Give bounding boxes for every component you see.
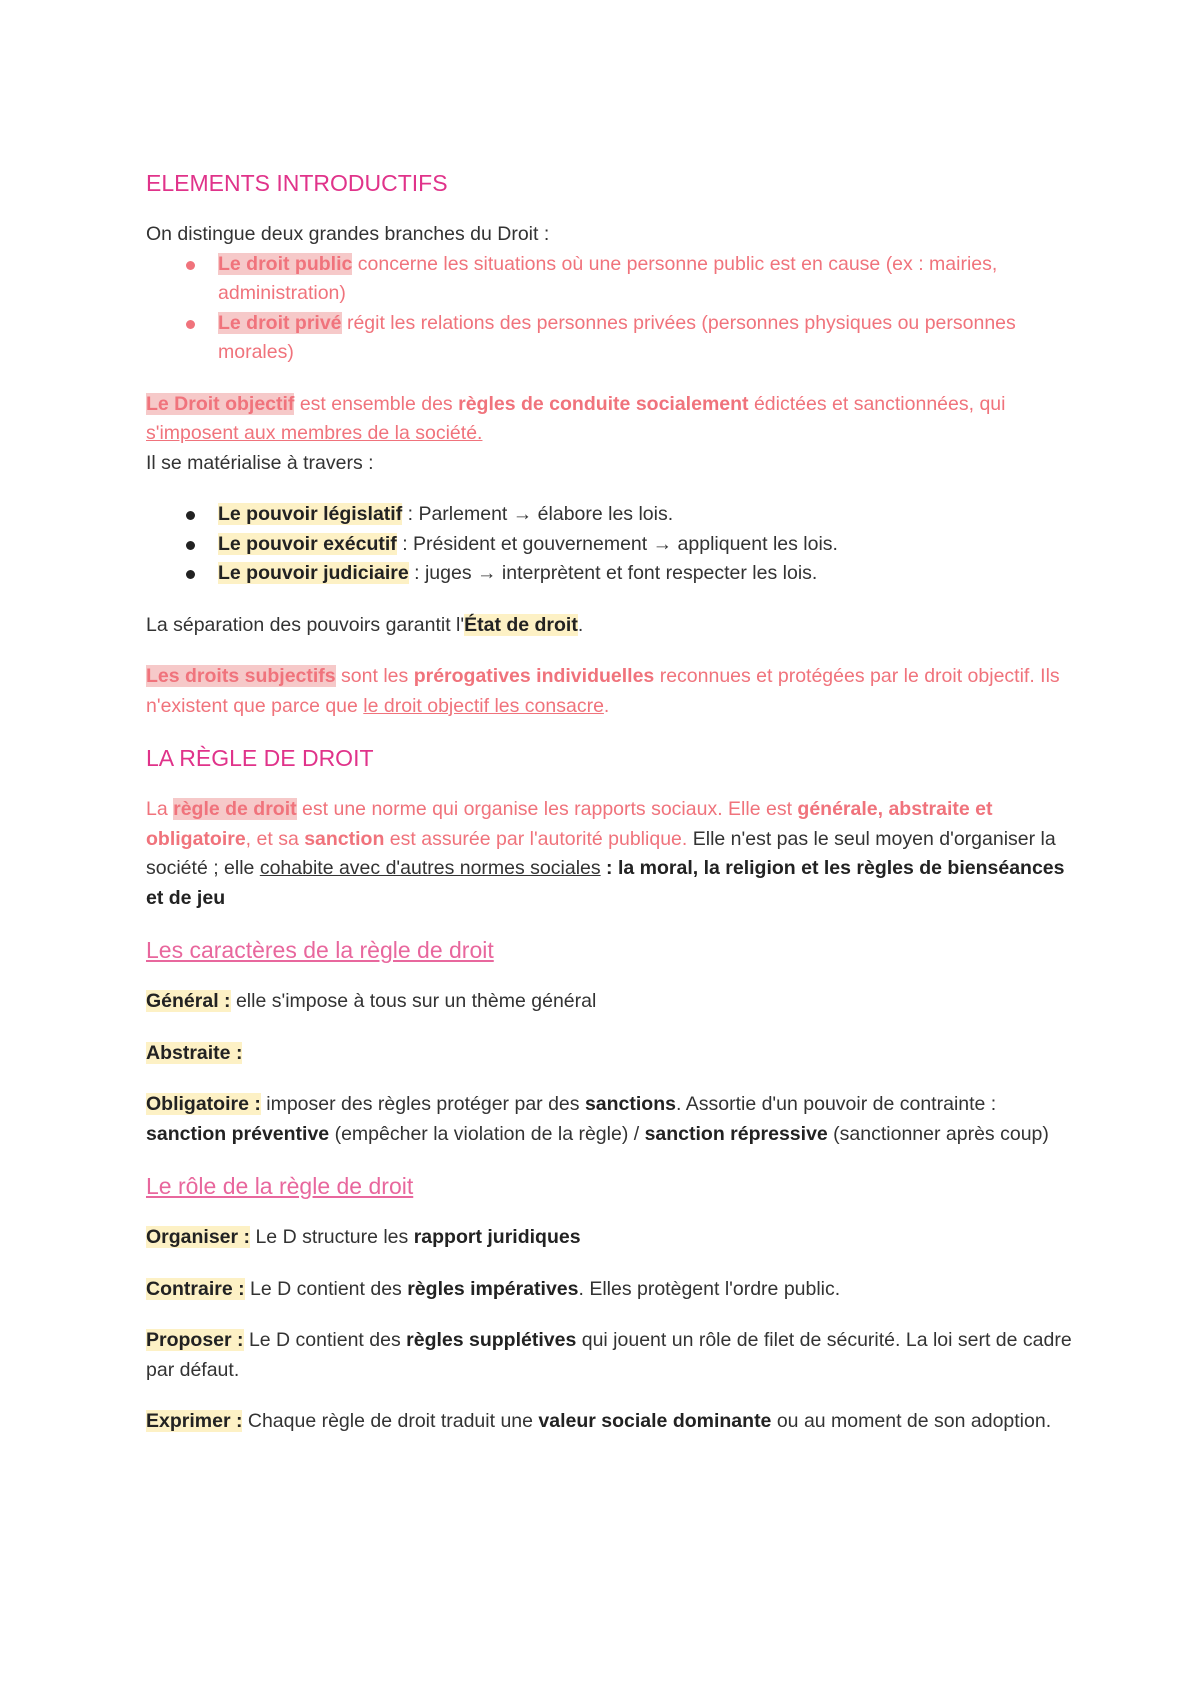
caractere-general: [146, 987, 1076, 1017]
text: imposer des règles protéger par des: [260, 1093, 585, 1115]
text: Elle n'est pas le seul moyen d'organiser la société ; elle: [146, 827, 1056, 879]
text: sont les: [335, 665, 414, 687]
text: La séparation des pouvoirs garantit l': [146, 613, 465, 636]
role-organiser: [146, 1223, 1076, 1253]
bold-text: rapport juridiques: [413, 1226, 581, 1248]
term-highlight: règle de droit: [173, 798, 297, 820]
underlined-text: le droit objectif les consacre: [363, 694, 604, 717]
term-highlight: État de droit: [464, 613, 578, 636]
materialise-text: Il se matérialise à travers :: [146, 451, 374, 474]
bold-text: règles de conduite socialement: [458, 392, 749, 415]
bold-text: : la moral, la religion et les règles de bienséances et de jeu: [146, 857, 1065, 909]
text: . Elles protègent l'ordre public.: [578, 1277, 841, 1300]
item-text: : juges → interprètent et font respecter les lois.: [408, 562, 818, 584]
bold-text: règles impératives: [407, 1277, 579, 1300]
subtitle-caracteres: Les caractères de la règle de droit: [146, 937, 494, 963]
bold-text: générale, abstraite et obligatoire: [146, 798, 993, 850]
text: (sanctionner après coup): [827, 1122, 1049, 1145]
text: édictées et sanctionnées, qui: [748, 392, 1006, 415]
term-highlight: Obligatoire :: [146, 1093, 261, 1115]
term-highlight: Exprimer :: [146, 1410, 243, 1432]
bold-text: sanction préventive: [146, 1122, 330, 1145]
text: .: [577, 613, 584, 636]
bold-text: sanction: [304, 827, 385, 850]
role-contraire: [146, 1275, 1076, 1305]
term-highlight: Abstraite :: [146, 1041, 243, 1064]
text: .: [603, 694, 610, 717]
text: (empêcher la violation de la règle) /: [329, 1122, 645, 1145]
text: Chaque règle de droit traduit une: [242, 1410, 539, 1432]
text: Le D structure les: [250, 1226, 414, 1248]
section-title-elements: ELEMENTS INTRODUCTIFS: [146, 170, 448, 196]
document-content: [146, 168, 1076, 1437]
term-highlight: Organiser :: [146, 1226, 251, 1248]
item-text: : Parlement → élabore les lois.: [402, 503, 674, 525]
text: Le D contient des: [244, 1277, 408, 1300]
term-highlight: Le pouvoir législatif: [218, 503, 403, 525]
term-highlight: Les droits subjectifs: [146, 665, 336, 687]
bold-text: prérogatives individuelles: [413, 665, 655, 687]
text: Le D contient des: [243, 1329, 407, 1351]
item-text: régit les relations des personnes privées (personnes physiques ou personnes morales): [218, 311, 1016, 363]
droit-objectif-paragraph: [146, 390, 1076, 449]
term-highlight: Le droit privé: [218, 311, 342, 334]
regle-paragraph: [146, 795, 1076, 913]
item-text: : Président et gouvernement → appliquent les lois.: [396, 532, 838, 555]
term-highlight: Contraire :: [146, 1277, 245, 1300]
bullet-icon: [186, 570, 195, 579]
text: est ensemble des: [294, 392, 459, 415]
bullet-icon: [186, 541, 195, 550]
list-item: [146, 250, 1076, 309]
bullet-icon: [186, 320, 195, 329]
bold-text: valeur sociale dominante: [538, 1410, 772, 1432]
underlined-text: s'imposent aux membres de la société.: [146, 422, 483, 444]
role-exprimer: [146, 1407, 1076, 1437]
text: . Assortie d'un pouvoir de contrainte :: [675, 1093, 997, 1115]
term-highlight: Le pouvoir exécutif: [218, 532, 397, 555]
list-item: [146, 500, 1076, 530]
underlined-text: cohabite avec d'autres normes sociales: [259, 857, 601, 879]
text: est assurée par l'autorité publique.: [384, 827, 688, 850]
list-item: [146, 309, 1076, 368]
section-title-regle: LA RÈGLE DE DROIT: [146, 745, 374, 771]
text: elle s'impose à tous sur un thème général: [230, 990, 597, 1012]
role-proposer: [146, 1326, 1076, 1385]
caractere-obligatoire: [146, 1090, 1076, 1149]
text: , et sa: [245, 827, 305, 850]
term-highlight: Le pouvoir judiciaire: [218, 562, 409, 584]
text: ou au moment de son adoption.: [771, 1410, 1052, 1432]
text: reconnues et protégées par le droit objectif. Ils n'existent que parce que: [146, 665, 1060, 717]
branches-list: [146, 250, 1076, 368]
text: est une norme qui organise les rapports sociaux. Elle est: [296, 798, 798, 820]
list-item: [146, 530, 1076, 560]
bold-text: sanctions: [584, 1093, 676, 1115]
bold-text: règles supplétives: [406, 1329, 577, 1351]
caractere-abstraite: [146, 1039, 1076, 1069]
pouvoirs-list: [146, 500, 1076, 589]
subtitle-role: Le rôle de la règle de droit: [146, 1173, 414, 1199]
list-item: [146, 559, 1076, 589]
item-text: concerne les situations où une personne public est en cause (ex : mairies, administration): [218, 252, 998, 304]
separation-paragraph: [146, 611, 1076, 641]
bullet-icon: [186, 261, 195, 270]
droits-subjectifs-paragraph: [146, 662, 1076, 721]
intro-text: On distingue deux grandes branches du Droit :: [146, 223, 550, 245]
bullet-icon: [186, 511, 195, 520]
term-highlight: Le Droit objectif: [146, 392, 295, 415]
term-highlight: Proposer :: [146, 1329, 244, 1351]
text: qui jouent un rôle de filet de sécurité. La loi sert de cadre par défaut.: [146, 1329, 1072, 1381]
text: La: [146, 798, 174, 820]
term-highlight: Général :: [146, 990, 231, 1012]
term-highlight: Le droit public: [218, 252, 353, 275]
bold-text: sanction répressive: [644, 1122, 828, 1145]
